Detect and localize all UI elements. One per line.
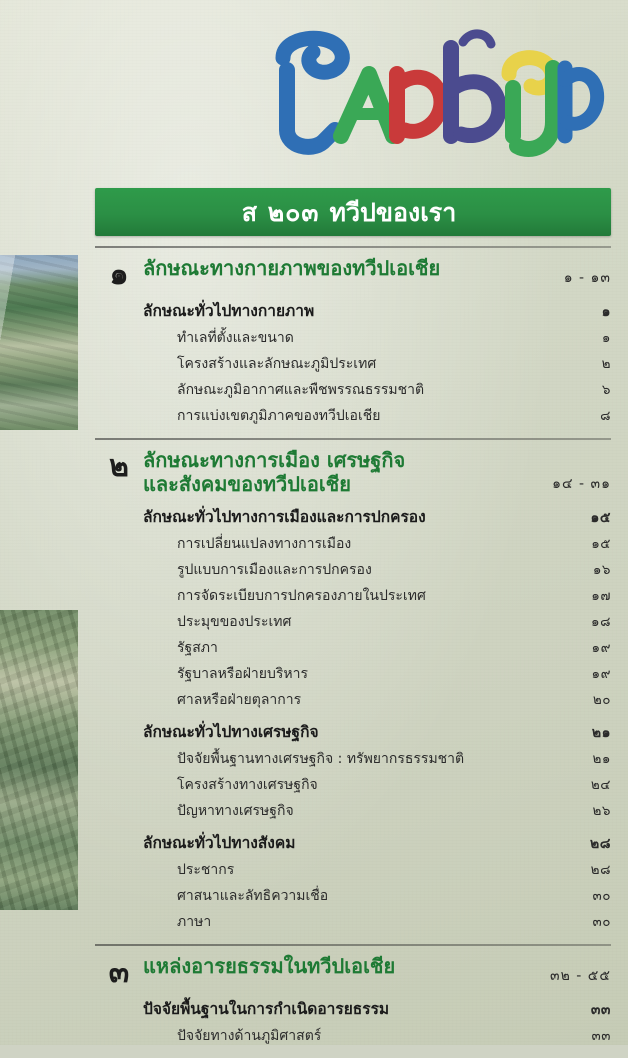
toc-page-number: ๑ [601, 304, 611, 320]
chapter-title-wrap [143, 448, 525, 497]
chapter-block [95, 438, 611, 944]
spacer [95, 428, 611, 438]
toc-page-number: ๘ [600, 408, 611, 424]
toc-item-label: รัฐบาลหรือฝ่ายบริหาร [177, 665, 309, 682]
toc-item-label: ศาลหรือฝ่ายตุลาการ [177, 691, 302, 708]
masthead-logo [265, 18, 610, 168]
table-of-contents [95, 246, 611, 1058]
toc-item-row[interactable] [95, 797, 611, 823]
subject-code: ส ๒๐๓ [241, 197, 320, 227]
toc-item-label: การแบ่งเขตภูมิภาคของทวีปเอเชีย [177, 408, 381, 424]
toc-item-row[interactable] [95, 324, 611, 350]
toc-item-label: รัฐสภา [177, 639, 218, 656]
chapter-title: ลักษณะทางการเมือง เศรษฐกิจ [143, 448, 406, 472]
toc-item-label: ภาษา [177, 913, 212, 930]
subject-title: ทวีปของเรา [329, 197, 457, 227]
toc-item-row[interactable] [95, 376, 611, 402]
toc-page-number: ๑๖ [592, 561, 611, 578]
toc-page-number: ๑๕ [591, 535, 611, 552]
toc-item-row[interactable] [95, 660, 611, 686]
toc-item-label: ปัจจัยพื้นฐานทางเศรษฐกิจ : ทรัพยากรธรรมชาติ [177, 750, 465, 767]
toc-item-label: ศาสนาและลัทธิความเชื่อ [177, 887, 329, 904]
toc-item-label: ลักษณะภูมิอากาศและพืชพรรณธรรมชาติ [177, 382, 425, 398]
toc-item-row[interactable] [95, 771, 611, 797]
toc-page-number: ๒๘ [590, 861, 611, 878]
toc-page-number: ๒๐ [592, 691, 611, 708]
chapter-heading[interactable] [95, 440, 611, 497]
toc-page-number: ๒๘ [589, 835, 611, 852]
toc-page-number: ๒๔ [590, 776, 611, 793]
spacer [95, 1048, 611, 1058]
toc-item-label: การจัดระเบียบการปกครองภายในประเทศ [177, 587, 426, 604]
chapter-title: ลักษณะทางกายภาพของทวีปเอเชีย [143, 256, 441, 280]
chapter-number: ๒ [109, 449, 129, 484]
toc-page-number: ๒ [601, 356, 611, 372]
toc-item-row[interactable] [95, 908, 611, 934]
toc-section-row[interactable] [95, 717, 611, 745]
chapter-page-range: ๓๒ - ๕๕ [550, 967, 611, 984]
toc-page-number: ๑๘ [591, 613, 611, 630]
toc-item-row[interactable] [95, 634, 611, 660]
chapter-heading[interactable] [95, 946, 611, 989]
toc-item-label: โครงสร้างทางเศรษฐกิจ [177, 776, 318, 793]
chapter-page-range: ๑ - ๑๓ [563, 270, 611, 286]
toc-page-number: ๑๕ [590, 509, 611, 526]
photo-aerial-fields [0, 610, 78, 910]
toc-item-label: ประมุขของประเทศ [177, 613, 292, 630]
chapter-block [95, 944, 611, 1058]
toc-item-row[interactable] [95, 745, 611, 771]
toc-page-number: ๖ [601, 382, 611, 398]
chapter-title: แหล่งอารยธรรมในทวีปเอเชีย [143, 953, 396, 978]
toc-item-label: ปัญหาทางเศรษฐกิจ [177, 802, 294, 819]
toc-item-row[interactable] [95, 402, 611, 428]
toc-item-row[interactable] [95, 1022, 611, 1048]
chapter-block [95, 246, 611, 438]
chapter-title: และสังคมของทวีปเอเชีย [143, 472, 351, 497]
toc-item-row[interactable] [95, 530, 611, 556]
spacer [95, 934, 611, 944]
toc-item-row[interactable] [95, 556, 611, 582]
toc-section-label: ปัจจัยพื้นฐานในการกำเนิดอารยธรรม [143, 999, 390, 1018]
toc-item-row[interactable] [95, 686, 611, 712]
toc-item-label: ปัจจัยทางด้านภูมิศาสตร์ [177, 1027, 322, 1044]
toc-page-number: ๑๙ [591, 665, 611, 682]
toc-item-row[interactable] [95, 882, 611, 908]
toc-page-number: ๒๑ [592, 750, 611, 767]
toc-section-row[interactable] [95, 296, 611, 324]
toc-item-row[interactable] [95, 582, 611, 608]
toc-item-row[interactable] [95, 350, 611, 376]
toc-page-number: ๑๗ [591, 587, 611, 604]
toc-page-number: ๓๓ [590, 1001, 611, 1018]
toc-page-number: ๓๓ [591, 1027, 611, 1044]
toc-item-row[interactable] [95, 608, 611, 634]
toc-page-number: ๑๙ [591, 639, 611, 656]
toc-item-label: ประชากร [177, 861, 235, 878]
toc-section-label: ลักษณะทั่วไปทางการเมืองและการปกครอง [143, 507, 426, 526]
toc-page-number: ๓๐ [592, 887, 611, 904]
chapter-heading[interactable] [95, 248, 611, 291]
toc-page-number: ๑ [601, 330, 611, 346]
toc-item-label: ทำเลที่ตั้งและขนาด [177, 330, 294, 346]
toc-section-label: ลักษณะทั่วไปทางเศรษฐกิจ [143, 722, 319, 741]
chapter-number: ๑ [109, 257, 129, 292]
toc-page-number: ๒๑ [591, 724, 611, 741]
subject-band [95, 188, 611, 236]
toc-page-number: ๒๖ [592, 802, 611, 819]
toc-section-row[interactable] [95, 994, 611, 1022]
toc-section-label: ลักษณะทั่วไปทางสังคม [143, 833, 296, 852]
toc-item-row[interactable] [95, 856, 611, 882]
photo-strip [0, 255, 78, 1045]
toc-item-label: โครงสร้างและลักษณะภูมิประเทศ [177, 356, 377, 372]
chapter-page-range: ๑๔ - ๓๑ [552, 475, 611, 492]
chapter-number: ๓ [108, 954, 130, 990]
chapter-title-wrap [143, 954, 525, 978]
toc-section-row[interactable] [95, 502, 611, 530]
toc-section-label: ลักษณะทั่วไปทางกายภาพ [143, 302, 315, 320]
toc-section-row[interactable] [95, 828, 611, 856]
toc-item-label: การเปลี่ยนแปลงทางการเมือง [177, 535, 352, 552]
chapter-title-wrap [143, 256, 525, 280]
toc-page-number: ๓๐ [592, 913, 611, 930]
photo-river-landscape [0, 255, 78, 430]
toc-item-label: รูปแบบการเมืองและการปกครอง [177, 561, 372, 578]
